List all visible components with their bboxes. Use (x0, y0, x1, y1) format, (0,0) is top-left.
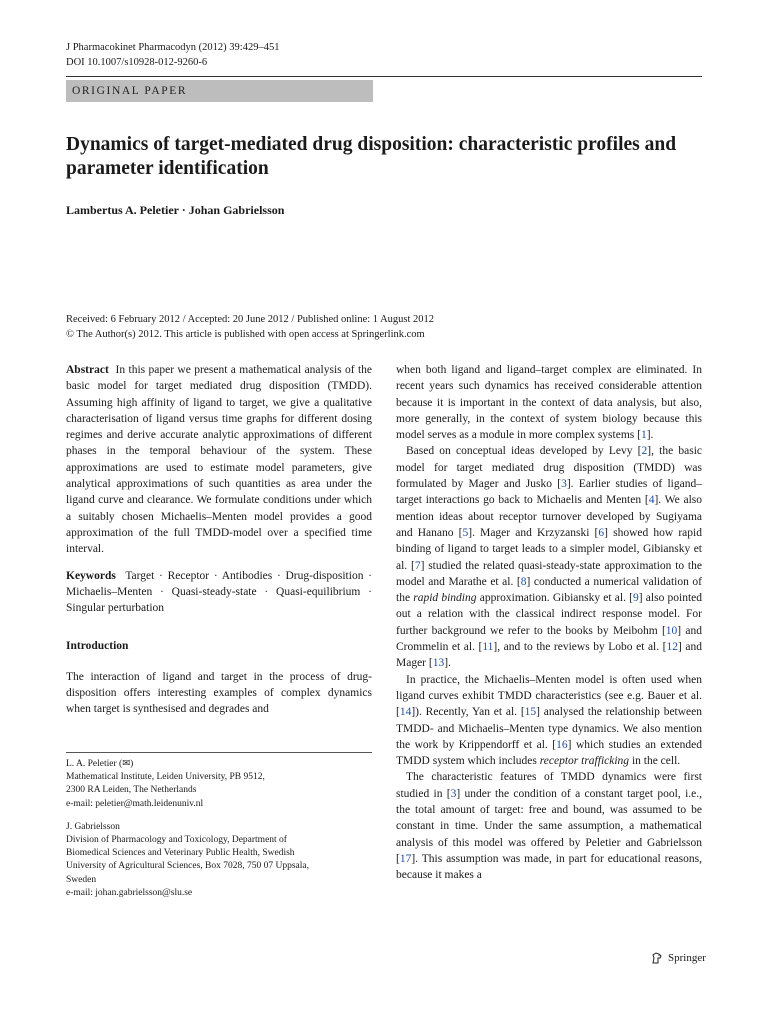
text-run: ] conducted a numerical validation of the (396, 575, 702, 605)
footnote-affiliation: 2300 RA Leiden, The Netherlands (66, 785, 197, 796)
introduction-text-left: The interaction of ligand and target in the process of drug-disposition offers interesting examples of complex dynamics when target is synthesised and degrades and (66, 670, 372, 716)
abstract (66, 362, 372, 558)
citation-link[interactable]: 6 (598, 526, 605, 539)
text-run: ]. (444, 657, 451, 670)
author-list: Lambertus A. Peletier · Johan Gabrielsson (66, 203, 285, 217)
abstract-label: Abstract (66, 364, 109, 376)
text-run: ]. (646, 429, 654, 442)
text-run: ] and Mager [ (396, 641, 702, 670)
footnote-author-2 (66, 821, 372, 900)
text-run: ] and Crommelin et al. [ (396, 624, 703, 654)
text-run: ], the basic model for target mediated drug disposition (TMDD) was formulated by Mager and Jusko [ (396, 445, 702, 491)
text-run: approximation. Gibiansky et al. [ (476, 592, 634, 605)
intro-paragraph-2 (396, 443, 702, 671)
citation-link[interactable]: 8 (520, 575, 527, 588)
footnote-affiliation: Sweden (66, 874, 97, 885)
citation-link[interactable]: 9 (633, 592, 639, 605)
paper-title: Dynamics of target-mediated drug disposition: characteristic profiles and parameter identification (66, 134, 677, 179)
keywords-label: Keywords (66, 569, 116, 582)
citation-link[interactable]: 10 (665, 624, 678, 637)
right-column (396, 362, 702, 884)
received-accepted-line: Received: 6 February 2012 / Accepted: 20 June 2012 / Published online: 1 August 2012 (66, 314, 435, 325)
text-run: ] under the condition of a constant target pool, i.e., the total amount of target: free and bound, was assumed to be constant in time. Under the same assumption, a mathematical analysis of this model was offered by Peletier and Gabrielsson [ (396, 787, 702, 865)
keywords-text: Target · Receptor · Antibodies · Drug-disposition · Michaelis–Menten · Quasi-steady-state · Quasi-equilibrium · Singular perturbation (66, 569, 373, 615)
citation-link[interactable]: 14 (399, 706, 412, 719)
publisher-name: Springer (668, 952, 706, 964)
footnote-name: J. Gabrielsson (66, 821, 120, 832)
citation-link[interactable]: 7 (414, 559, 421, 572)
text-run: in the cell. (629, 755, 681, 768)
abstract-text: In this paper we present a mathematical analysis of the basic model for target mediated drug disposition (TMDD). Assuming high affinity of ligand to target, we give a qualitative characterisation of ligand versus time graphs for different dosing regimes and derive accurate analytic approximations of different phases in the temporal behaviour of the system. These approximations are used to estimate model parameters, give analytical approximations of such quantities as area under the ligand curve and clearance. We formulate conditions under which a suitably chosen Michaelis–Menten model provides a good approximation of the full TMDD-model over a specified time interval. (66, 364, 372, 556)
text-run: ]. Earlier studies of ligand–target interactions go back to Michaelis and Menten [ (396, 478, 702, 507)
text-run: ]. This assumption was made, in part for educational reasons, because it makes a (396, 852, 702, 882)
citation-link[interactable]: 15 (524, 706, 537, 719)
footnote-author-1 (66, 758, 372, 811)
text-run: The characteristic features of TMDD dynamics were first studied in [ (396, 771, 702, 800)
citation-link[interactable]: 13 (432, 657, 445, 670)
header-rule (66, 76, 702, 77)
citation-link[interactable]: 5 (462, 526, 469, 539)
text-run: ]. Mager and Krzyzanski [ (468, 526, 599, 539)
citation-link[interactable]: 4 (648, 494, 655, 507)
copyright-line: © The Author(s) 2012. This article is published with open access at Springerlink.com (66, 329, 425, 340)
article-type-banner: ORIGINAL PAPER (66, 80, 373, 102)
text-run: ] also pointed out a relation with the classical indirect response model. For further background we refer to the books by Meibohm [ (396, 592, 702, 637)
text-run: Based on conceptual ideas developed by Levy [ (406, 445, 642, 458)
footnote-name: L. A. Peletier (✉) (66, 759, 134, 769)
footnote-rule (66, 752, 372, 753)
text-run: ] showed how rapid binding of ligand to target leads to a simpler model, Gibiansky et al. [ (396, 526, 702, 572)
journal-citation: J Pharmacokinet Pharmacodyn (2012) 39:429–451 (66, 42, 280, 53)
introduction-heading: Introduction (66, 640, 129, 653)
citation-link[interactable]: 17 (399, 852, 412, 865)
text-run: ] which studies an extended TMDD system which includes (396, 738, 703, 768)
text-run: ], and to the reviews by Lobo et al. [ (493, 641, 667, 654)
intro-paragraph-1 (396, 362, 702, 443)
journal-doi: DOI 10.1007/s10928-012-9260-6 (66, 57, 208, 68)
citation-link[interactable]: 16 (556, 738, 568, 751)
intro-paragraph-4 (396, 769, 702, 883)
citation-link[interactable]: 2 (641, 445, 648, 458)
footnote-affiliation: Biomedical Sciences and Veterinary Public Health, Swedish (66, 848, 295, 859)
text-run: ]). Recently, Yan et al. [ (411, 706, 525, 719)
author-footnotes (66, 758, 372, 900)
citation-link[interactable]: 3 (561, 478, 567, 491)
citation-link[interactable]: 12 (666, 641, 678, 654)
publisher-logo (650, 951, 706, 965)
left-column (66, 362, 372, 718)
footnote-affiliation: Division of Pharmacology and Toxicology, Department of (66, 835, 287, 846)
keywords (66, 568, 372, 617)
footnote-affiliation: Mathematical Institute, Leiden University, PB 9512, (66, 772, 265, 783)
footnote-email[interactable]: e-mail: peletier@math.leidenuniv.nl (66, 798, 204, 809)
journal-header (66, 40, 279, 70)
text-run: ] analysed the relationship between TMDD- and Michaelis–Menten type dynamics. We also mention the work by Krippendorff et al. [ (396, 706, 703, 751)
intro-paragraph-3 (396, 672, 702, 770)
text-run: when both ligand and ligand–target complex are eliminated. In recent years such dynamics has received considerable attention because it is important in the context of data analysis, but also, more generally, in the context of system biology because this model serves as a module in more complex systems [ (396, 364, 702, 442)
text-run: In practice, the Michaelis–Menten model is often used when ligand curves exhibit TMDD characteristics (see e.g. Bauer et al. [ (396, 673, 702, 719)
citation-link[interactable]: 11 (482, 641, 494, 654)
footnote-affiliation: University of Agricultural Sciences, Box 7028, 750 07 Uppsala, (66, 861, 310, 872)
citation-link[interactable]: 1 (640, 429, 647, 442)
footnote-email[interactable]: e-mail: johan.gabrielsson@slu.se (66, 887, 193, 898)
publication-dates (66, 312, 434, 342)
springer-horse-icon (650, 951, 664, 965)
text-run: ]. We also mention ideas about receptor turnover developed by Sugiyama and Hanano [ (396, 494, 702, 539)
emphasis: receptor trafficking (539, 755, 630, 768)
emphasis: rapid binding (413, 592, 477, 605)
citation-link[interactable]: 3 (450, 787, 457, 800)
text-run: ] studied the related quasi-steady-state approximation to the model and Marathe et al. [ (396, 559, 702, 588)
